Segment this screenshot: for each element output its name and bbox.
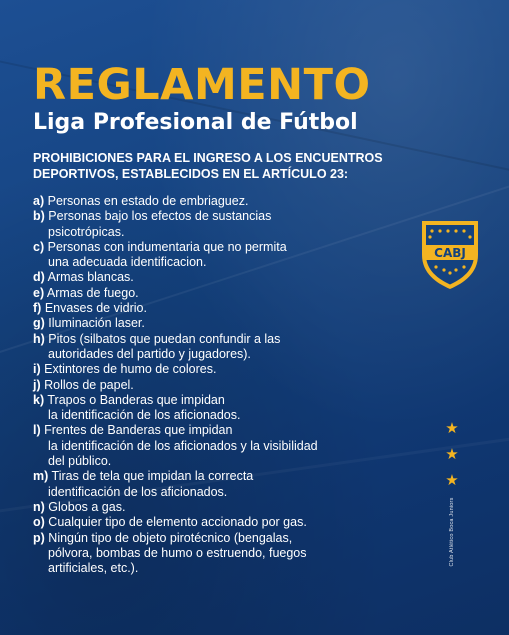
rule-letter: b) <box>33 209 45 224</box>
rules-list <box>33 194 403 576</box>
rule-letter: l) <box>33 423 41 438</box>
rule-item <box>33 362 403 377</box>
intro-line: DEPORTIVOS, ESTABLECIDOS EN EL ARTÍCULO 23: <box>33 167 349 181</box>
rule-item <box>33 286 403 301</box>
rule-letter: c) <box>33 239 45 254</box>
rule-text: autoridades del partido y jugadores). <box>48 346 251 361</box>
rule-text: Tiras de tela que impidan la correcta <box>51 469 254 484</box>
rule-item <box>33 378 403 393</box>
rule-letter: g) <box>33 316 45 331</box>
rule-item <box>33 301 403 316</box>
intro-heading <box>33 150 423 182</box>
rule-letter: m) <box>33 469 49 484</box>
star-icon: ★ <box>445 445 459 463</box>
rule-item <box>33 270 403 285</box>
rule-item <box>33 469 403 500</box>
rule-text: artificiales, etc.). <box>48 561 139 576</box>
rule-item <box>33 209 403 240</box>
rule-item <box>33 393 403 424</box>
rule-item <box>33 423 403 469</box>
rule-item <box>33 332 403 363</box>
star-icon: ★ <box>445 471 459 489</box>
rule-text: Frentes de Banderas que impidan <box>44 423 233 438</box>
rule-text: psicotrópicas. <box>48 224 125 239</box>
rule-text: Armas de fuego. <box>46 285 139 300</box>
rule-text: Iluminación laser. <box>48 316 145 331</box>
club-name-vertical: Club Atlético Boca Juniors <box>449 497 455 567</box>
rule-item <box>33 531 403 577</box>
star-icon: ★ <box>445 419 459 437</box>
rule-letter: d) <box>33 270 45 285</box>
rule-letter: p) <box>33 530 45 545</box>
rule-letter: n) <box>33 499 45 514</box>
cabj-crest-icon <box>418 215 482 291</box>
rule-letter: i) <box>33 362 41 377</box>
rule-item <box>33 316 403 331</box>
rule-text: Rollos de papel. <box>44 377 134 392</box>
rule-text: del público. <box>48 454 112 469</box>
rule-text: Trapos o Banderas que impidan <box>47 392 225 407</box>
rule-text: Envases de vidrio. <box>44 301 147 316</box>
rule-text: la identificación de los aficionados. <box>48 408 241 423</box>
crest-text: CABJ <box>434 246 466 260</box>
rule-letter: h) <box>33 331 45 346</box>
rule-letter: a) <box>33 194 45 208</box>
rule-letter: e) <box>33 285 45 300</box>
rule-text: Personas en estado de embriaguez. <box>47 194 249 208</box>
rule-text: Pitos (silbatos que puedan confundir a las <box>48 331 281 346</box>
rule-letter: o) <box>33 515 45 530</box>
rule-text: Globos a gas. <box>48 499 126 514</box>
rule-item <box>33 500 403 515</box>
rule-letter: j) <box>33 377 41 392</box>
intro-line: PROHIBICIONES PARA EL INGRESO A LOS ENCUENTROS <box>33 151 383 165</box>
page-title: REGLAMENTO <box>33 60 371 110</box>
rule-text: una adecuada identificacion. <box>48 255 207 270</box>
stars-column <box>444 415 460 493</box>
rule-text: Extintores de humo de colores. <box>44 362 217 377</box>
rule-text: Cualquier tipo de elemento accionado por gas. <box>48 515 307 530</box>
rule-text: Personas bajo los efectos de sustancias <box>48 209 272 224</box>
rule-text: Armas blancas. <box>47 270 134 285</box>
rule-text: identificación de los aficionados. <box>48 484 228 499</box>
rule-letter: k) <box>33 392 45 407</box>
rule-item <box>33 240 403 271</box>
rule-text: pólvora, bombas de humo o estruendo, fuegos <box>48 545 307 560</box>
rule-letter: f) <box>33 301 42 316</box>
rule-text: la identificación de los aficionados y la visibilidad <box>48 438 318 453</box>
rule-text: Personas con indumentaria que no permita <box>47 239 287 254</box>
rule-item <box>33 515 403 530</box>
rule-text: Ningún tipo de objeto pirotécnico (bengalas, <box>48 530 293 545</box>
rule-item <box>33 194 403 209</box>
page-subtitle: Liga Profesional de Fútbol <box>33 110 358 135</box>
